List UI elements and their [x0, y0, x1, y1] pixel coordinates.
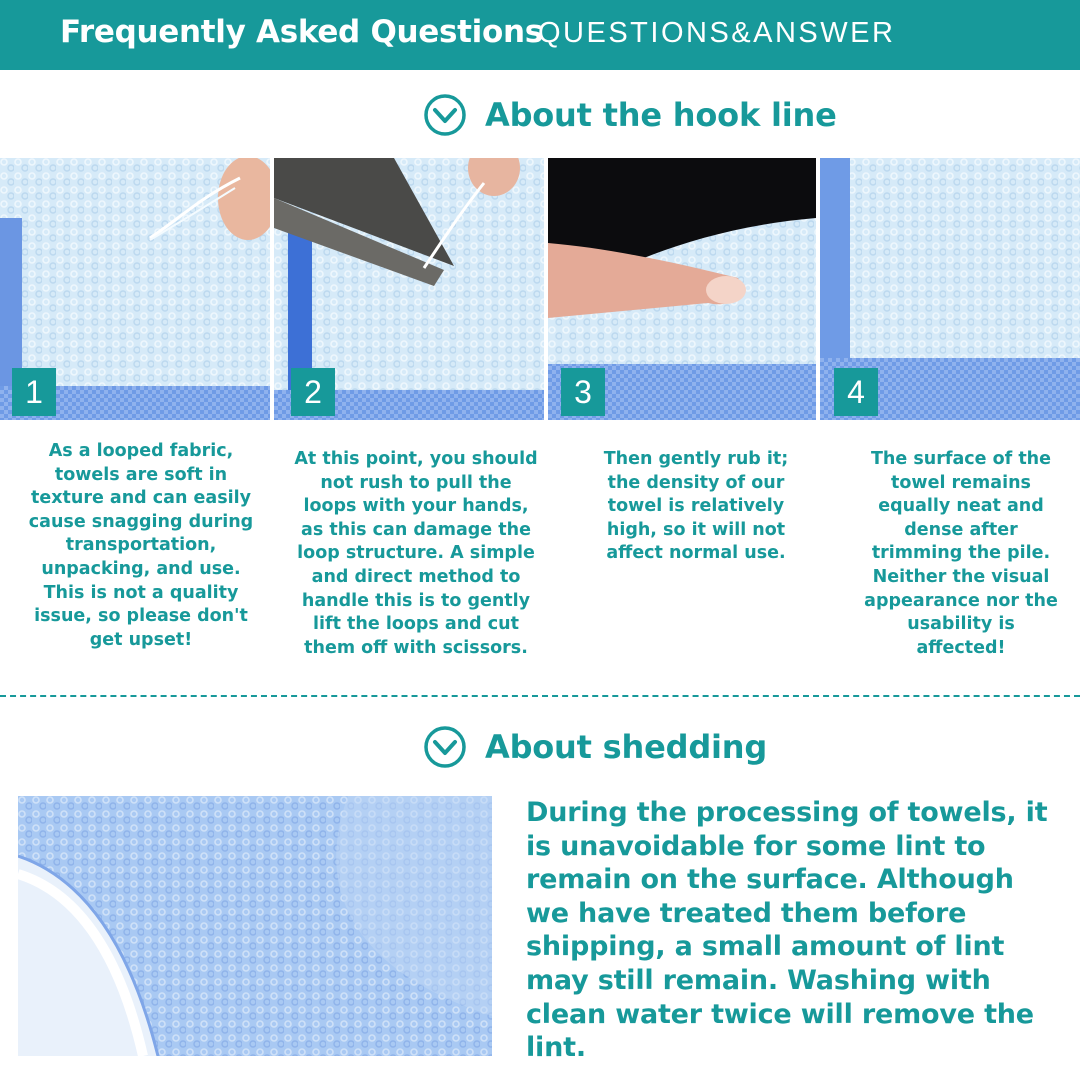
step-number-badge: 4 — [834, 368, 878, 416]
step-caption: The surface of the towel remains equally neat and dense after trimming the pile. Neither the visual appearance nor the usability is affected! — [864, 449, 1058, 658]
step-number-badge: 1 — [12, 368, 56, 416]
chevron-circle-icon — [423, 93, 467, 137]
page-subtitle: QUESTIONS&ANSWER — [538, 17, 896, 49]
section-divider — [0, 695, 1080, 697]
blue-towel-closeup-photo — [18, 796, 492, 1056]
section-heading-shedding — [423, 725, 767, 769]
section-title: About shedding — [485, 728, 768, 766]
header-bar — [0, 0, 1080, 70]
step-number-badge: 3 — [561, 368, 605, 416]
step-caption: Then gently rub it; the density of our towel is relatively high, so it will not affect normal use. — [603, 449, 789, 564]
shedding-description: During the processing of towels, it is unavoidable for some lint to remain on the surface. Although we have treated them before shipping, a small amount of lint may still remain. Washing with clean water twice will remove the lint. — [526, 797, 1048, 1064]
step-number-badge: 2 — [291, 368, 335, 416]
section-heading-hook-line — [423, 93, 837, 137]
section-title: About the hook line — [485, 96, 837, 134]
step-caption: At this point, you should not rush to pull the loops with your hands, as this can damage the loop structure. A simple and direct method to handle this is to gently lift the loops and cut them off with scissors. — [294, 449, 538, 658]
step-caption: As a looped fabric, towels are soft in texture and can easily cause snagging during transportation, unpacking, and use. This is not a quality issue, so please don't get upset! — [28, 441, 254, 650]
chevron-circle-icon — [423, 725, 467, 769]
page-title: Frequently Asked Questions — [60, 14, 543, 50]
